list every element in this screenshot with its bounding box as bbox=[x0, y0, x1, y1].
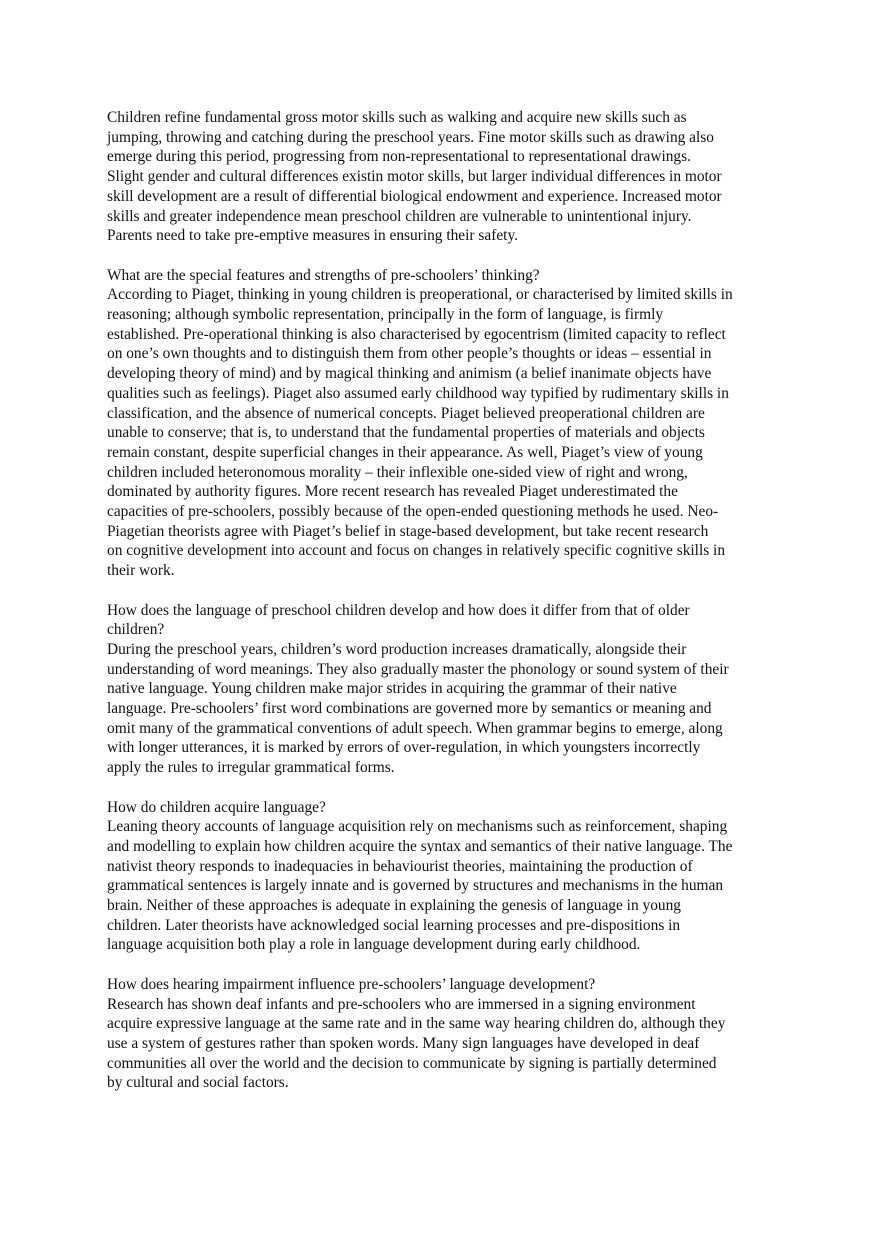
text-line: with longer utterances, it is marked by errors of over-regulation, in which youngsters incorrectly bbox=[107, 739, 701, 757]
section-question: How do children acquire language? bbox=[107, 798, 326, 816]
paragraph-language-development bbox=[107, 601, 769, 778]
text-line: skill development are a result of differential biological endowment and experience. Increased motor bbox=[107, 187, 722, 205]
paragraph-hearing-impairment bbox=[107, 975, 769, 1093]
text-line: language. Pre-schoolers’ first word combinations are governed more by semantics or meaning and bbox=[107, 700, 712, 718]
text-line: acquire expressive language at the same rate and in the same way hearing children do, although they bbox=[107, 1015, 726, 1033]
text-line: language acquisition both play a role in language development during early childhood. bbox=[107, 936, 641, 954]
text-line: emerge during this period, progressing from non-representational to representational drawings. bbox=[107, 148, 691, 166]
text-line: grammatical sentences is largely innate and is governed by structures and mechanisms in the human bbox=[107, 877, 724, 895]
text-line: their work. bbox=[107, 562, 175, 580]
text-line: nativist theory responds to inadequacies in behaviourist theories, maintaining the production of bbox=[107, 857, 693, 875]
text-line: unable to conserve; that is, to understand that the fundamental properties of materials and objects bbox=[107, 424, 705, 442]
text-line: understanding of word meanings. They also gradually master the phonology or sound system of their bbox=[107, 660, 729, 678]
text-line: Parents need to take pre-emptive measures in ensuring their safety. bbox=[107, 227, 518, 245]
text-line: reasoning; although symbolic representation, principally in the form of language, is firmly bbox=[107, 306, 664, 324]
text-line: native language. Young children make major strides in acquiring the grammar of their native bbox=[107, 680, 677, 698]
text-line: children. Later theorists have acknowledged social learning processes and pre-dispositions in bbox=[107, 916, 681, 934]
text-line: Children refine fundamental gross motor skills such as walking and acquire new skills such as bbox=[107, 109, 687, 126]
text-line: and modelling to explain how children acquire the syntax and semantics of their native language. The bbox=[107, 837, 733, 855]
text-line: Leaning theory accounts of language acquisition rely on mechanisms such as reinforcement, shaping bbox=[107, 818, 728, 836]
text-line: on cognitive development into account and focus on changes in relatively specific cognitive skills in bbox=[107, 542, 726, 560]
text-line: omit many of the grammatical conventions of adult speech. When grammar begins to emerge, along bbox=[107, 719, 723, 737]
document-page bbox=[107, 108, 769, 1113]
paragraph-preschool-thinking bbox=[107, 266, 769, 581]
text-line: According to Piaget, thinking in young children is preoperational, or characterised by limited skills in bbox=[107, 286, 733, 304]
paragraph-language-acquisition bbox=[107, 798, 769, 956]
text-line: capacities of pre-schoolers, possibly because of the open-ended questioning methods he used. Neo- bbox=[107, 503, 719, 521]
text-line: Piagetian theorists agree with Piaget’s belief in stage-based development, but take recent research bbox=[107, 522, 709, 540]
text-line: classification, and the absence of numerical concepts. Piaget believed preoperational children are bbox=[107, 404, 705, 422]
text-line: remain constant, despite superficial changes in their appearance. As well, Piaget’s view of young bbox=[107, 443, 703, 461]
text-line: children included heteronomous morality – their inflexible one-sided view of right and wrong, bbox=[107, 463, 688, 481]
text-line: During the preschool years, children’s word production increases dramatically, alongside their bbox=[107, 640, 687, 658]
text-line: Research has shown deaf infants and pre-schoolers who are immersed in a signing environment bbox=[107, 995, 696, 1013]
text-line: established. Pre-operational thinking is also characterised by egocentrism (limited capacity to reflect bbox=[107, 325, 726, 343]
text-line: apply the rules to irregular grammatical forms. bbox=[107, 759, 395, 777]
text-line: qualities such as feelings). Piaget also assumed early childhood way typified by rudimentary skills in bbox=[107, 384, 729, 402]
section-question: How does hearing impairment influence pre-schoolers’ language development? bbox=[107, 975, 596, 993]
text-line: skills and greater independence mean preschool children are vulnerable to unintentional injury. bbox=[107, 207, 692, 225]
section-question: How does the language of preschool children develop and how does it differ from that of older bbox=[107, 601, 690, 619]
text-line: use a system of gestures rather than spoken words. Many sign languages have developed in deaf bbox=[107, 1034, 700, 1052]
text-line: Slight gender and cultural differences existin motor skills, but larger individual differences in motor bbox=[107, 168, 722, 186]
text-line: brain. Neither of these approaches is adequate in explaining the genesis of language in young bbox=[107, 897, 681, 915]
text-line: on one’s own thoughts and to distinguish them from other people’s thoughts or ideas – essential in bbox=[107, 345, 712, 363]
text-line: by cultural and social factors. bbox=[107, 1074, 289, 1092]
section-question: children? bbox=[107, 621, 165, 639]
text-line: jumping, throwing and catching during the preschool years. Fine motor skills such as drawing also bbox=[107, 128, 714, 146]
text-line: dominated by authority figures. More recent research has revealed Piaget underestimated the bbox=[107, 483, 678, 501]
text-line: communities all over the world and the decision to communicate by signing is partially determined bbox=[107, 1054, 717, 1072]
section-question: What are the special features and strengths of pre-schoolers’ thinking? bbox=[107, 266, 540, 284]
text-line: developing theory of mind) and by magical thinking and animism (a belief inanimate objects have bbox=[107, 365, 712, 383]
paragraph-motor-skills bbox=[107, 108, 769, 246]
